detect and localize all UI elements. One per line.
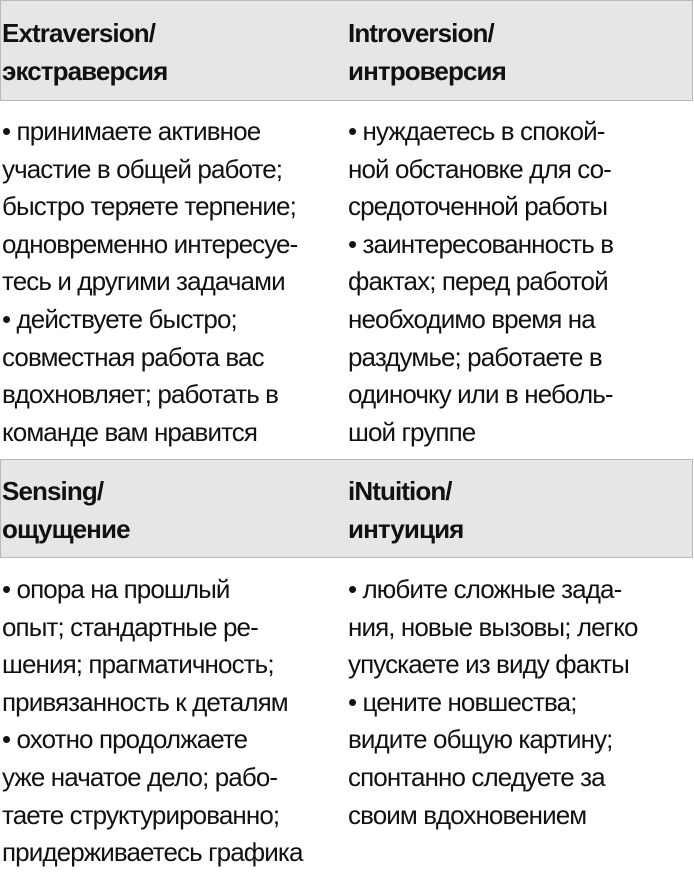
- text-line: своим вдохновением: [348, 799, 587, 830]
- extraversion-heading-line-1: Extraversion/: [2, 18, 156, 48]
- text-line: фактах; перед работой: [348, 266, 608, 297]
- extraversion-description: [2, 113, 337, 451]
- text-line: спонтанно следуете за: [348, 761, 605, 792]
- sensing-description: [2, 571, 337, 872]
- text-line: • цените новшества;: [348, 686, 577, 717]
- text-line: шой группе: [348, 416, 476, 447]
- text-line: • принимаете активное: [2, 116, 261, 146]
- text-line: вдохновляет; работать в: [2, 379, 279, 410]
- text-line: привязанность к деталям: [2, 686, 288, 717]
- text-line: раздумье; работаете в: [348, 341, 602, 372]
- text-line: необходимо время на: [348, 303, 595, 334]
- text-line: • заинтересованность в: [348, 228, 614, 259]
- text-line: опыт; стандартные ре-: [2, 611, 258, 642]
- text-line: одновременно интересуе-: [2, 228, 298, 259]
- extraversion-heading: [2, 14, 337, 90]
- text-line: команде вам нравится: [2, 416, 258, 447]
- sensing-heading: [2, 472, 337, 548]
- text-line: средоточенной работы: [348, 191, 608, 222]
- intuition-heading: [348, 472, 693, 548]
- text-line: быстро теряете терпение;: [2, 191, 296, 222]
- text-line: придерживаетесь графика: [2, 837, 303, 868]
- introversion-heading-line-2: интроверсия: [348, 56, 506, 86]
- text-line: участие в общей работе;: [2, 153, 283, 184]
- text-line: одиночку или в неболь-: [348, 379, 613, 410]
- introversion-description: [348, 113, 693, 451]
- text-line: • охотно продолжаете: [2, 724, 248, 755]
- text-line: совместная работа вас: [2, 341, 264, 372]
- text-line: видите общую картину;: [348, 724, 613, 755]
- text-line: • опора на прошлый: [2, 574, 230, 604]
- text-line: шения; прагматичность;: [2, 649, 274, 680]
- text-line: таете структурированно;: [2, 799, 280, 830]
- intuition-heading-line-2: интуиция: [348, 514, 464, 544]
- text-line: • действуете быстро;: [2, 303, 237, 334]
- text-line: тесь и другими задачами: [2, 266, 285, 297]
- extraversion-heading-line-2: экстраверсия: [2, 56, 168, 86]
- intuition-description: [348, 571, 693, 834]
- text-line: • любите сложные зада-: [348, 574, 622, 604]
- sensing-heading-line-2: ощущение: [2, 514, 130, 544]
- intuition-heading-line-1: iNtuition/: [348, 476, 452, 506]
- text-line: ния, новые вызовы; легко: [348, 611, 638, 642]
- introversion-heading: [348, 14, 693, 90]
- text-line: уже начатое дело; рабо-: [2, 761, 278, 792]
- introversion-heading-line-1: Introversion/: [348, 18, 494, 48]
- sensing-heading-line-1: Sensing/: [2, 476, 104, 506]
- text-line: • нуждаетесь в спокой-: [348, 116, 605, 146]
- text-line: ной обстановке для со-: [348, 153, 611, 184]
- text-line: упускаете из виду факты: [348, 649, 629, 680]
